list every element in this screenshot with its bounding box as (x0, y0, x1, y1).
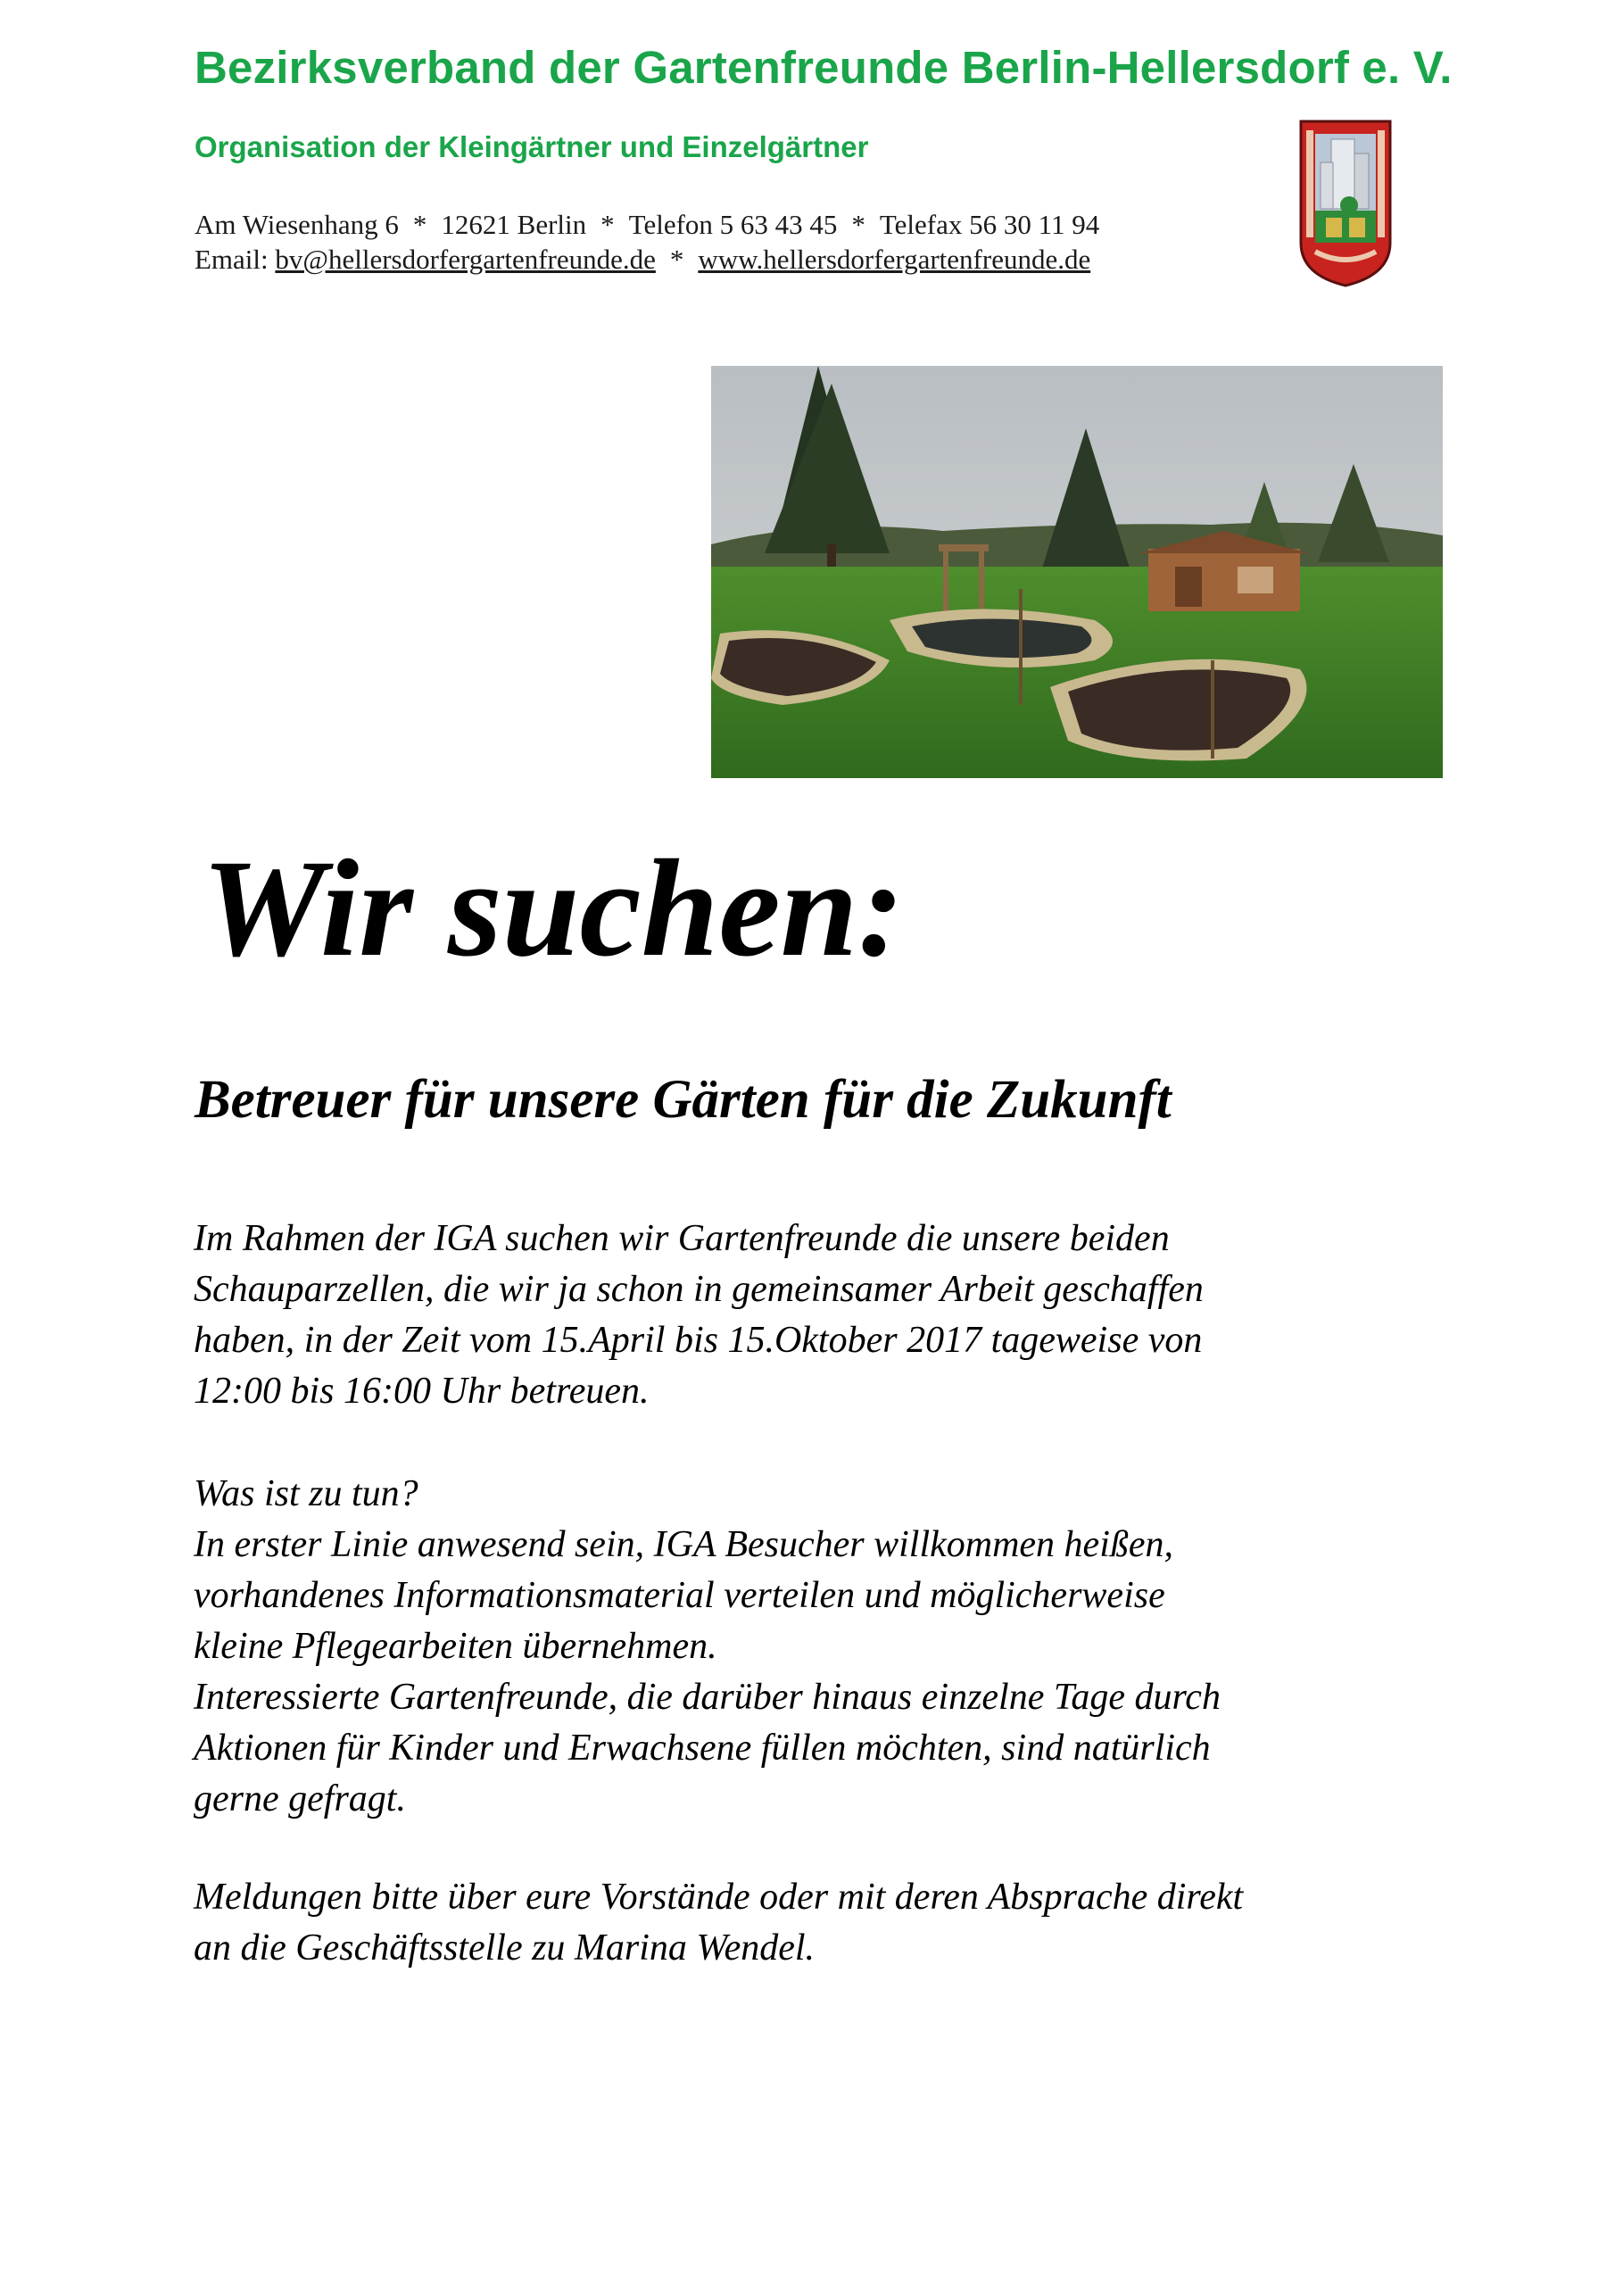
separator: * (600, 209, 615, 240)
paragraph-tasks (194, 1469, 1478, 1825)
text-line: 12:00 bis 16:00 Uhr betreuen. (194, 1371, 650, 1412)
text-line: In erster Linie anwesend sein, IGA Besucher willkommen heißen, (194, 1524, 1174, 1565)
association-coat-of-arms-icon (1296, 118, 1395, 289)
email-label: Email: (195, 244, 269, 275)
address: Am Wiesenhang 6 (195, 209, 399, 240)
separator: * (412, 209, 427, 240)
text-line: Meldungen bitte über eure Vorstände oder mit deren Absprache direkt (194, 1877, 1244, 1918)
contact-address-line (195, 209, 1283, 241)
text-line: Im Rahmen der IGA suchen wir Gartenfreunde die unsere beiden (194, 1218, 1170, 1259)
garden-plot-photo (711, 366, 1443, 778)
text-line: Aktionen für Kinder und Erwachsene füllen möchten, sind natürlich (194, 1728, 1211, 1769)
text-line: Schauparzellen, die wir ja schon in gemeinsamer Arbeit geschaffen (194, 1269, 1204, 1310)
headline: Wir suchen: (202, 831, 905, 985)
org-title: Bezirksverband der Gartenfreunde Berlin-Hellersdorf e. V. (195, 42, 1453, 93)
text-line: Was ist zu tun? (194, 1473, 418, 1514)
phone: Telefon 5 63 43 45 (628, 209, 838, 240)
fax: Telefax 56 30 11 94 (879, 209, 1100, 240)
zip-city: 12621 Berlin (441, 209, 587, 240)
website-link[interactable]: www.hellersdorfergartenfreunde.de (698, 244, 1091, 275)
text-line: kleine Pflegearbeiten übernehmen. (194, 1626, 717, 1667)
text-line: gerne gefragt. (194, 1778, 406, 1819)
text-line: haben, in der Zeit vom 15.April bis 15.Oktober 2017 tageweise von (194, 1320, 1203, 1361)
separator: * (851, 209, 865, 240)
email-link[interactable]: bv@hellersdorfergartenfreunde.de (275, 244, 656, 275)
subheadline: Betreuer für unsere Gärten für die Zukunft (195, 1070, 1172, 1130)
org-subtitle: Organisation der Kleingärtner und Einzelgärtner (195, 130, 869, 163)
separator: * (669, 244, 684, 275)
paragraph-schedule (194, 1214, 1478, 1417)
paragraph-contact (194, 1872, 1478, 1974)
text-line: an die Geschäftsstelle zu Marina Wendel. (194, 1927, 816, 1969)
text-line: vorhandenes Informationsmaterial verteilen und möglicherweise (194, 1575, 1165, 1616)
text-line: Interessierte Gartenfreunde, die darüber hinaus einzelne Tage durch (194, 1677, 1221, 1718)
contact-online-line (195, 244, 1283, 276)
